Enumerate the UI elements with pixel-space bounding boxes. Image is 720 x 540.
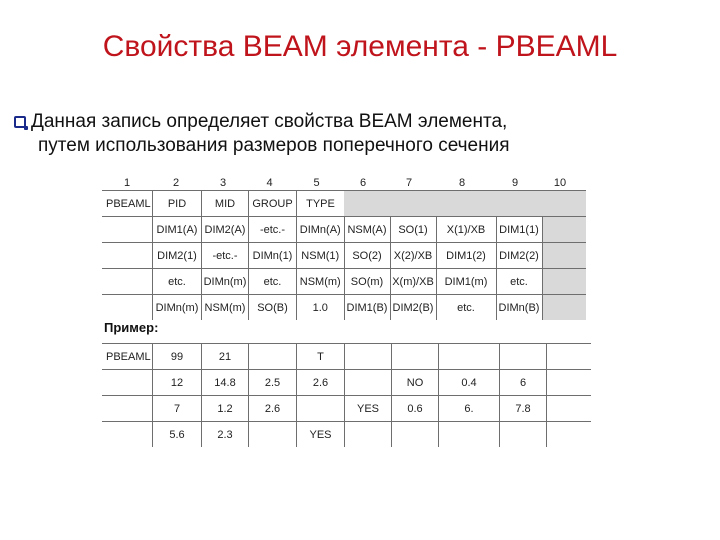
table-cell bbox=[102, 396, 153, 422]
table-cell: 0.6 bbox=[392, 396, 439, 422]
table-cell bbox=[547, 396, 592, 422]
table-cell: 14.8 bbox=[202, 370, 249, 396]
table-cell bbox=[500, 422, 547, 448]
table-cell: -etc.- bbox=[202, 243, 249, 269]
table-cell: YES bbox=[345, 396, 392, 422]
bullet-text bbox=[14, 110, 714, 158]
table-cell bbox=[547, 422, 592, 448]
col-number: 3 bbox=[219, 177, 227, 189]
table-cell: PID bbox=[153, 191, 202, 217]
table-cell: X(m)/XB bbox=[390, 269, 436, 295]
table-cell: NSM(m) bbox=[202, 295, 249, 321]
table-cell: SO(2) bbox=[344, 243, 390, 269]
table-row bbox=[102, 191, 586, 217]
table-row bbox=[102, 422, 591, 448]
table-row bbox=[102, 370, 591, 396]
table-cell: DIM1(B) bbox=[344, 295, 390, 321]
table-cell: DIM1(m) bbox=[436, 269, 496, 295]
table-cell: etc. bbox=[496, 269, 542, 295]
table-cell bbox=[102, 422, 153, 448]
table-cell: 6. bbox=[439, 396, 500, 422]
table-cell bbox=[500, 344, 547, 370]
table-row bbox=[102, 217, 586, 243]
table-cell bbox=[547, 370, 592, 396]
table-cell bbox=[390, 191, 436, 217]
table-cell: 2.5 bbox=[249, 370, 297, 396]
col-number: 8 bbox=[458, 177, 466, 189]
table-cell: GROUP bbox=[249, 191, 297, 217]
table-cell bbox=[542, 295, 586, 321]
table-cell: SO(B) bbox=[249, 295, 297, 321]
table-cell: DIM1(1) bbox=[496, 217, 542, 243]
table-cell bbox=[102, 243, 153, 269]
col-number: 4 bbox=[266, 177, 273, 189]
table-cell bbox=[297, 396, 345, 422]
table-cell bbox=[102, 295, 153, 321]
table-cell: X(2)/XB bbox=[390, 243, 436, 269]
table-cell: DIMn(m) bbox=[153, 295, 202, 321]
table-cell bbox=[102, 269, 153, 295]
table-cell bbox=[542, 269, 586, 295]
table-cell: DIM2(B) bbox=[390, 295, 436, 321]
table-cell: MID bbox=[202, 191, 249, 217]
col-number: 2 bbox=[172, 177, 180, 189]
table-cell: PBEAML bbox=[102, 191, 153, 217]
table-cell: 1.0 bbox=[297, 295, 345, 321]
table-cell: 12 bbox=[153, 370, 202, 396]
table-cell bbox=[542, 191, 586, 217]
bullet-line-2: путем использования размеров поперечного сечения bbox=[38, 135, 510, 156]
table-cell bbox=[392, 344, 439, 370]
table-cell bbox=[439, 344, 500, 370]
table-cell bbox=[249, 422, 297, 448]
table-cell: 2.3 bbox=[202, 422, 249, 448]
table-cell: 1.2 bbox=[202, 396, 249, 422]
table-cell: 6 bbox=[500, 370, 547, 396]
col-number: 7 bbox=[405, 177, 413, 189]
table-cell bbox=[102, 217, 153, 243]
example-label: Пример: bbox=[104, 320, 159, 335]
table-cell: 0.4 bbox=[439, 370, 500, 396]
table-row bbox=[102, 295, 586, 321]
table-cell bbox=[345, 422, 392, 448]
table-cell: 2.6 bbox=[297, 370, 345, 396]
bullet-line-1: Данная запись определяет свойства BEAM элемента, bbox=[31, 111, 508, 132]
format-table bbox=[102, 190, 586, 320]
table-cell: DIMn(A) bbox=[297, 217, 345, 243]
table-cell: DIMn(m) bbox=[202, 269, 249, 295]
col-number: 1 bbox=[123, 177, 131, 189]
table-row bbox=[102, 396, 591, 422]
table-cell: DIM2(1) bbox=[153, 243, 202, 269]
table-cell: etc. bbox=[436, 295, 496, 321]
table-cell: 7 bbox=[153, 396, 202, 422]
example-table bbox=[102, 343, 591, 447]
table-cell: DIMn(B) bbox=[496, 295, 542, 321]
slide-title: Свойства BEAM элемента - PBEAML bbox=[102, 30, 618, 63]
table-cell: DIM1(A) bbox=[153, 217, 202, 243]
table-cell bbox=[249, 344, 297, 370]
table-cell: SO(1) bbox=[390, 217, 436, 243]
table-row bbox=[102, 269, 586, 295]
table-cell: 5.6 bbox=[153, 422, 202, 448]
square-bullet-icon bbox=[14, 116, 26, 128]
table-cell: NSM(m) bbox=[297, 269, 345, 295]
table-cell: X(1)/XB bbox=[436, 217, 496, 243]
table-cell bbox=[542, 243, 586, 269]
table-cell: etc. bbox=[153, 269, 202, 295]
table-cell: NSM(1) bbox=[297, 243, 345, 269]
table-cell bbox=[345, 344, 392, 370]
table-cell bbox=[439, 422, 500, 448]
table-cell: 7.8 bbox=[500, 396, 547, 422]
table-cell bbox=[496, 191, 542, 217]
col-number: 9 bbox=[511, 177, 519, 189]
table-cell: NSM(A) bbox=[344, 217, 390, 243]
table-cell: YES bbox=[297, 422, 345, 448]
table-cell: T bbox=[297, 344, 345, 370]
table-cell bbox=[542, 217, 586, 243]
table-cell: etc. bbox=[249, 269, 297, 295]
table-cell: DIM1(2) bbox=[436, 243, 496, 269]
table-row bbox=[102, 243, 586, 269]
table-cell: TYPE bbox=[297, 191, 345, 217]
table-cell bbox=[345, 370, 392, 396]
table-cell: PBEAML bbox=[102, 344, 153, 370]
table-cell: DIM2(A) bbox=[202, 217, 249, 243]
table-cell bbox=[547, 344, 592, 370]
table-cell: 2.6 bbox=[249, 396, 297, 422]
table-cell: SO(m) bbox=[344, 269, 390, 295]
table-cell: -etc.- bbox=[249, 217, 297, 243]
column-number-row bbox=[102, 176, 582, 190]
table-cell bbox=[392, 422, 439, 448]
col-number: 10 bbox=[553, 177, 567, 189]
col-number: 6 bbox=[359, 177, 367, 189]
col-number: 5 bbox=[313, 177, 320, 189]
table-cell: DIMn(1) bbox=[249, 243, 297, 269]
table-cell: NO bbox=[392, 370, 439, 396]
table-cell bbox=[344, 191, 390, 217]
table-cell: 21 bbox=[202, 344, 249, 370]
table-cell: 99 bbox=[153, 344, 202, 370]
table-cell bbox=[436, 191, 496, 217]
table-cell: DIM2(2) bbox=[496, 243, 542, 269]
table-cell bbox=[102, 370, 153, 396]
table-row bbox=[102, 344, 591, 370]
